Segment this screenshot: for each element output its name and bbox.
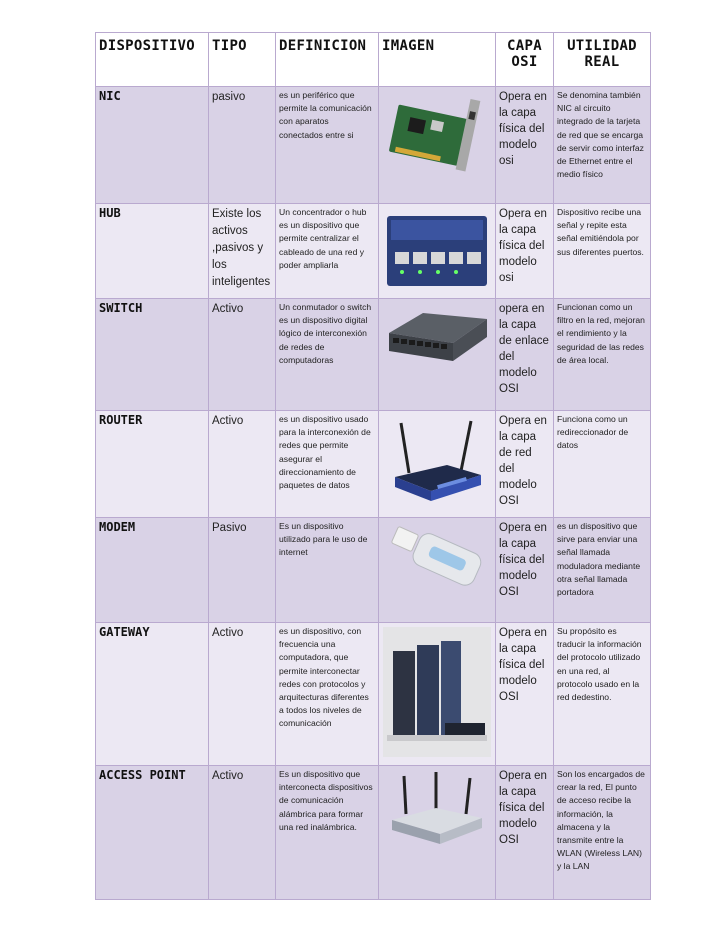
device-type: Existe los activos ,pasivos y los inteligentes <box>209 204 276 299</box>
device-definition: es un dispositivo, con frecuencia una computadora, que permite interconectar redes con protocolos y arquitecturas diferentes a todos los niveles de comunicación <box>276 623 379 766</box>
device-type: Activo <box>209 766 276 900</box>
switch-icon <box>383 303 491 373</box>
device-type: Activo <box>209 411 276 518</box>
device-image-cell <box>379 518 496 623</box>
device-osi-layer: Opera en la capa física del modelo osi <box>496 204 554 299</box>
device-osi-layer: Opera en la capa física del modelo OSI <box>496 766 554 900</box>
device-definition: Es un dispositivo utilizado para le uso de internet <box>276 518 379 623</box>
device-definition: Un conmutador o switch es un dispositivo digital lógico de interconexión de redes de computadoras <box>276 299 379 411</box>
device-type: Activo <box>209 299 276 411</box>
device-image-cell <box>379 87 496 204</box>
device-osi-layer: Opera en la capa física del modelo OSI <box>496 623 554 766</box>
access-point-icon <box>386 770 488 850</box>
device-name: NIC <box>96 87 209 204</box>
device-type: pasivo <box>209 87 276 204</box>
device-type: Pasivo <box>209 518 276 623</box>
device-osi-layer: Opera en la capa física del modelo OSI <box>496 518 554 623</box>
device-name: SWITCH <box>96 299 209 411</box>
header-imagen: IMAGEN <box>379 33 496 87</box>
header-capa-osi: CAPA OSI <box>496 33 554 87</box>
header-definicion: DEFINICION <box>276 33 379 87</box>
device-osi-layer: opera en la capa de enlace del modelo OSI <box>496 299 554 411</box>
device-image-cell <box>379 411 496 518</box>
header-utilidad-real: UTILIDAD REAL <box>554 33 651 87</box>
device-name: ROUTER <box>96 411 209 518</box>
gateway-icon <box>383 627 491 757</box>
device-utility: Dispositivo recibe una señal y repite esta señal emitiéndola por sus diferentes puertos. <box>554 204 651 299</box>
table-row <box>96 623 651 766</box>
header-tipo: TIPO <box>209 33 276 87</box>
device-image-cell <box>379 623 496 766</box>
network-card-icon <box>387 91 487 186</box>
device-osi-layer: Opera en la capa de red del modelo OSI <box>496 411 554 518</box>
device-name: GATEWAY <box>96 623 209 766</box>
router-icon <box>387 415 487 513</box>
device-definition: es un dispositivo usado para la interconexión de redes que permite asegurar el direccionamiento de paquetes de datos <box>276 411 379 518</box>
table-row <box>96 766 651 900</box>
device-name: MODEM <box>96 518 209 623</box>
device-utility: Se denomina también NIC al circuito integrado de la tarjeta de red que se encarga de servir como interfaz de Ethernet entre el medio físico <box>554 87 651 204</box>
device-image-cell <box>379 766 496 900</box>
table-row <box>96 518 651 623</box>
table-row <box>96 204 651 299</box>
device-definition: es un periférico que permite la comunicación con aparatos conectados entre si <box>276 87 379 204</box>
device-utility: Su propósito es traducir la información del protocolo utilizado en una red, al protocolo usado en la red dedestino. <box>554 623 651 766</box>
table-row <box>96 411 651 518</box>
header-row <box>96 33 651 87</box>
device-osi-layer: Opera en la capa física del modelo osi <box>496 87 554 204</box>
device-utility: es un dispositivo que sirve para enviar una señal llamada moduladora mediante otra señal llamada portadora <box>554 518 651 623</box>
device-definition: Un concentrador o hub es un dispositivo que permite centralizar el cableado de una red y poder ampliarla <box>276 204 379 299</box>
usb-modem-icon <box>388 522 486 598</box>
device-name: ACCESS POINT <box>96 766 209 900</box>
device-utility: Funcionan como un filtro en la red, mejoran el rendimiento y la seguridad de las redes de área local. <box>554 299 651 411</box>
hub-icon <box>383 208 491 292</box>
device-image-cell <box>379 204 496 299</box>
header-dispositivo: DISPOSITIVO <box>96 33 209 87</box>
table-row <box>96 299 651 411</box>
table-row <box>96 87 651 204</box>
device-name: HUB <box>96 204 209 299</box>
device-utility: Funciona como un redireccionador de datos <box>554 411 651 518</box>
devices-table <box>95 32 651 900</box>
device-type: Activo <box>209 623 276 766</box>
device-utility: Son los encargados de crear la red, El punto de acceso recibe la información, la almacena y la transmite entre la WLAN (Wireless LAN) y la LAN <box>554 766 651 900</box>
device-image-cell <box>379 299 496 411</box>
device-definition: Es un dispositivo que interconecta dispositivos de comunicación alámbrica para formar una red inalámbrica. <box>276 766 379 900</box>
